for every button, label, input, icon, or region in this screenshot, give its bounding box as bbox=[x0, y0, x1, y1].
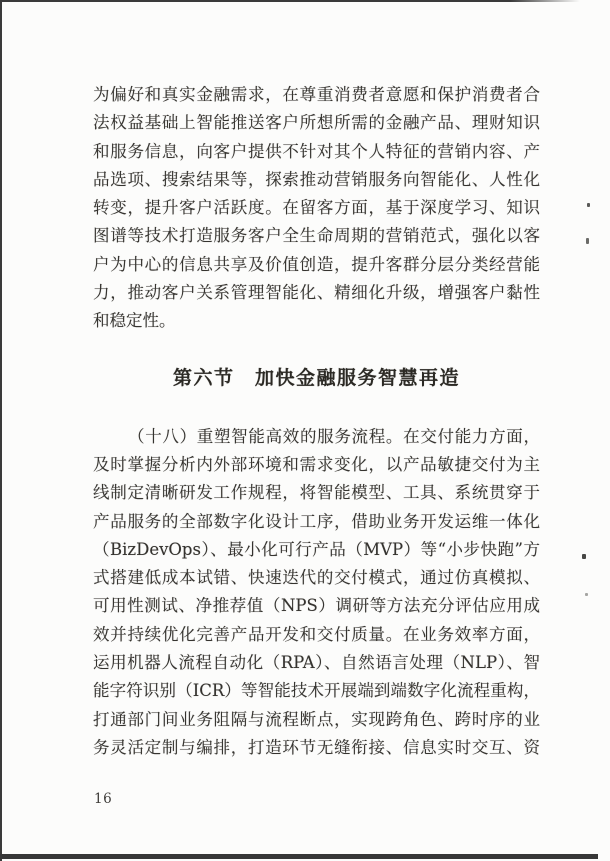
page-number: 16 bbox=[94, 791, 113, 807]
ink-speck bbox=[587, 203, 590, 207]
text-line: 为偏好和真实金融需求，在尊重消费者意愿和保护消费者合 bbox=[93, 85, 540, 104]
ink-speck bbox=[585, 593, 588, 596]
text-line: 和服务信息，向客户提供不针对其个人特征的营销内容、产 bbox=[93, 141, 540, 161]
text-line: 产品服务的全部数字化设计工序，借助业务开发运维一体化 bbox=[93, 511, 540, 531]
text-line: 法权益基础上智能推送客户所想所需的金融产品、理财知识 bbox=[93, 113, 540, 133]
scan-edge-left bbox=[0, 0, 2, 861]
scan-edge-bottom bbox=[0, 854, 598, 859]
text-line: （BizDevOps）、最小化可行产品（MVP）等“小步快跑”方 bbox=[93, 539, 540, 559]
text-line: 线制定清晰研发工作规程，将智能模型、工具、系统贯穿于 bbox=[93, 483, 540, 503]
text-line: 及时掌握分析内外部环境和需求变化，以产品敏捷交付为主 bbox=[93, 454, 540, 474]
text-line: 转变，提升客户活跃度。在留客方面，基于深度学习、知识 bbox=[93, 198, 540, 218]
ink-speck bbox=[586, 238, 589, 244]
text-line: 能字符识别（ICR）等智能技术开展端到端数字化流程重构， bbox=[93, 681, 540, 701]
text-line: 品选项、搜索结果等，探索推动营销服务向智能化、人性化 bbox=[93, 169, 540, 189]
text-line: 可用性测试、净推荐值（NPS）调研等方法充分评估应用成 bbox=[93, 596, 540, 616]
text-line: 效并持续优化完善产品开发和交付质量。在业务效率方面， bbox=[93, 624, 540, 644]
scan-edge-top bbox=[0, 0, 580, 2]
text-line: 力，推动客户关系管理智能化、精细化升级，增强客户黏性 bbox=[93, 283, 540, 303]
ink-speck bbox=[582, 554, 586, 559]
section-heading: 第六节 加快金融服务智慧再造 bbox=[172, 366, 460, 389]
text-line: （十八）重塑智能高效的服务流程。在交付能力方面， bbox=[128, 426, 540, 446]
paragraph-18 bbox=[93, 423, 540, 763]
text-line: 运用机器人流程自动化（RPA）、自然语言处理（NLP）、智 bbox=[93, 653, 540, 673]
text-line: 图谱等技术打造服务客户全生命周期的营销范式，强化以客 bbox=[93, 226, 540, 246]
text-line: 和稳定性。 bbox=[93, 311, 176, 331]
text-line: 务灵活定制与编排，打造环节无缝衔接、信息实时交互、资 bbox=[93, 737, 540, 757]
body-text-block bbox=[93, 81, 540, 762]
text-line: 打通部门间业务阻隔与流程断点，实现跨角色、跨时序的业 bbox=[93, 709, 540, 729]
paragraph-continuation bbox=[93, 81, 540, 336]
text-line: 式搭建低成本试错、快速迭代的交付模式，通过仿真模拟、 bbox=[93, 568, 540, 588]
text-line: 户为中心的信息共享及价值创造，提升客群分层分类经营能 bbox=[93, 254, 540, 274]
